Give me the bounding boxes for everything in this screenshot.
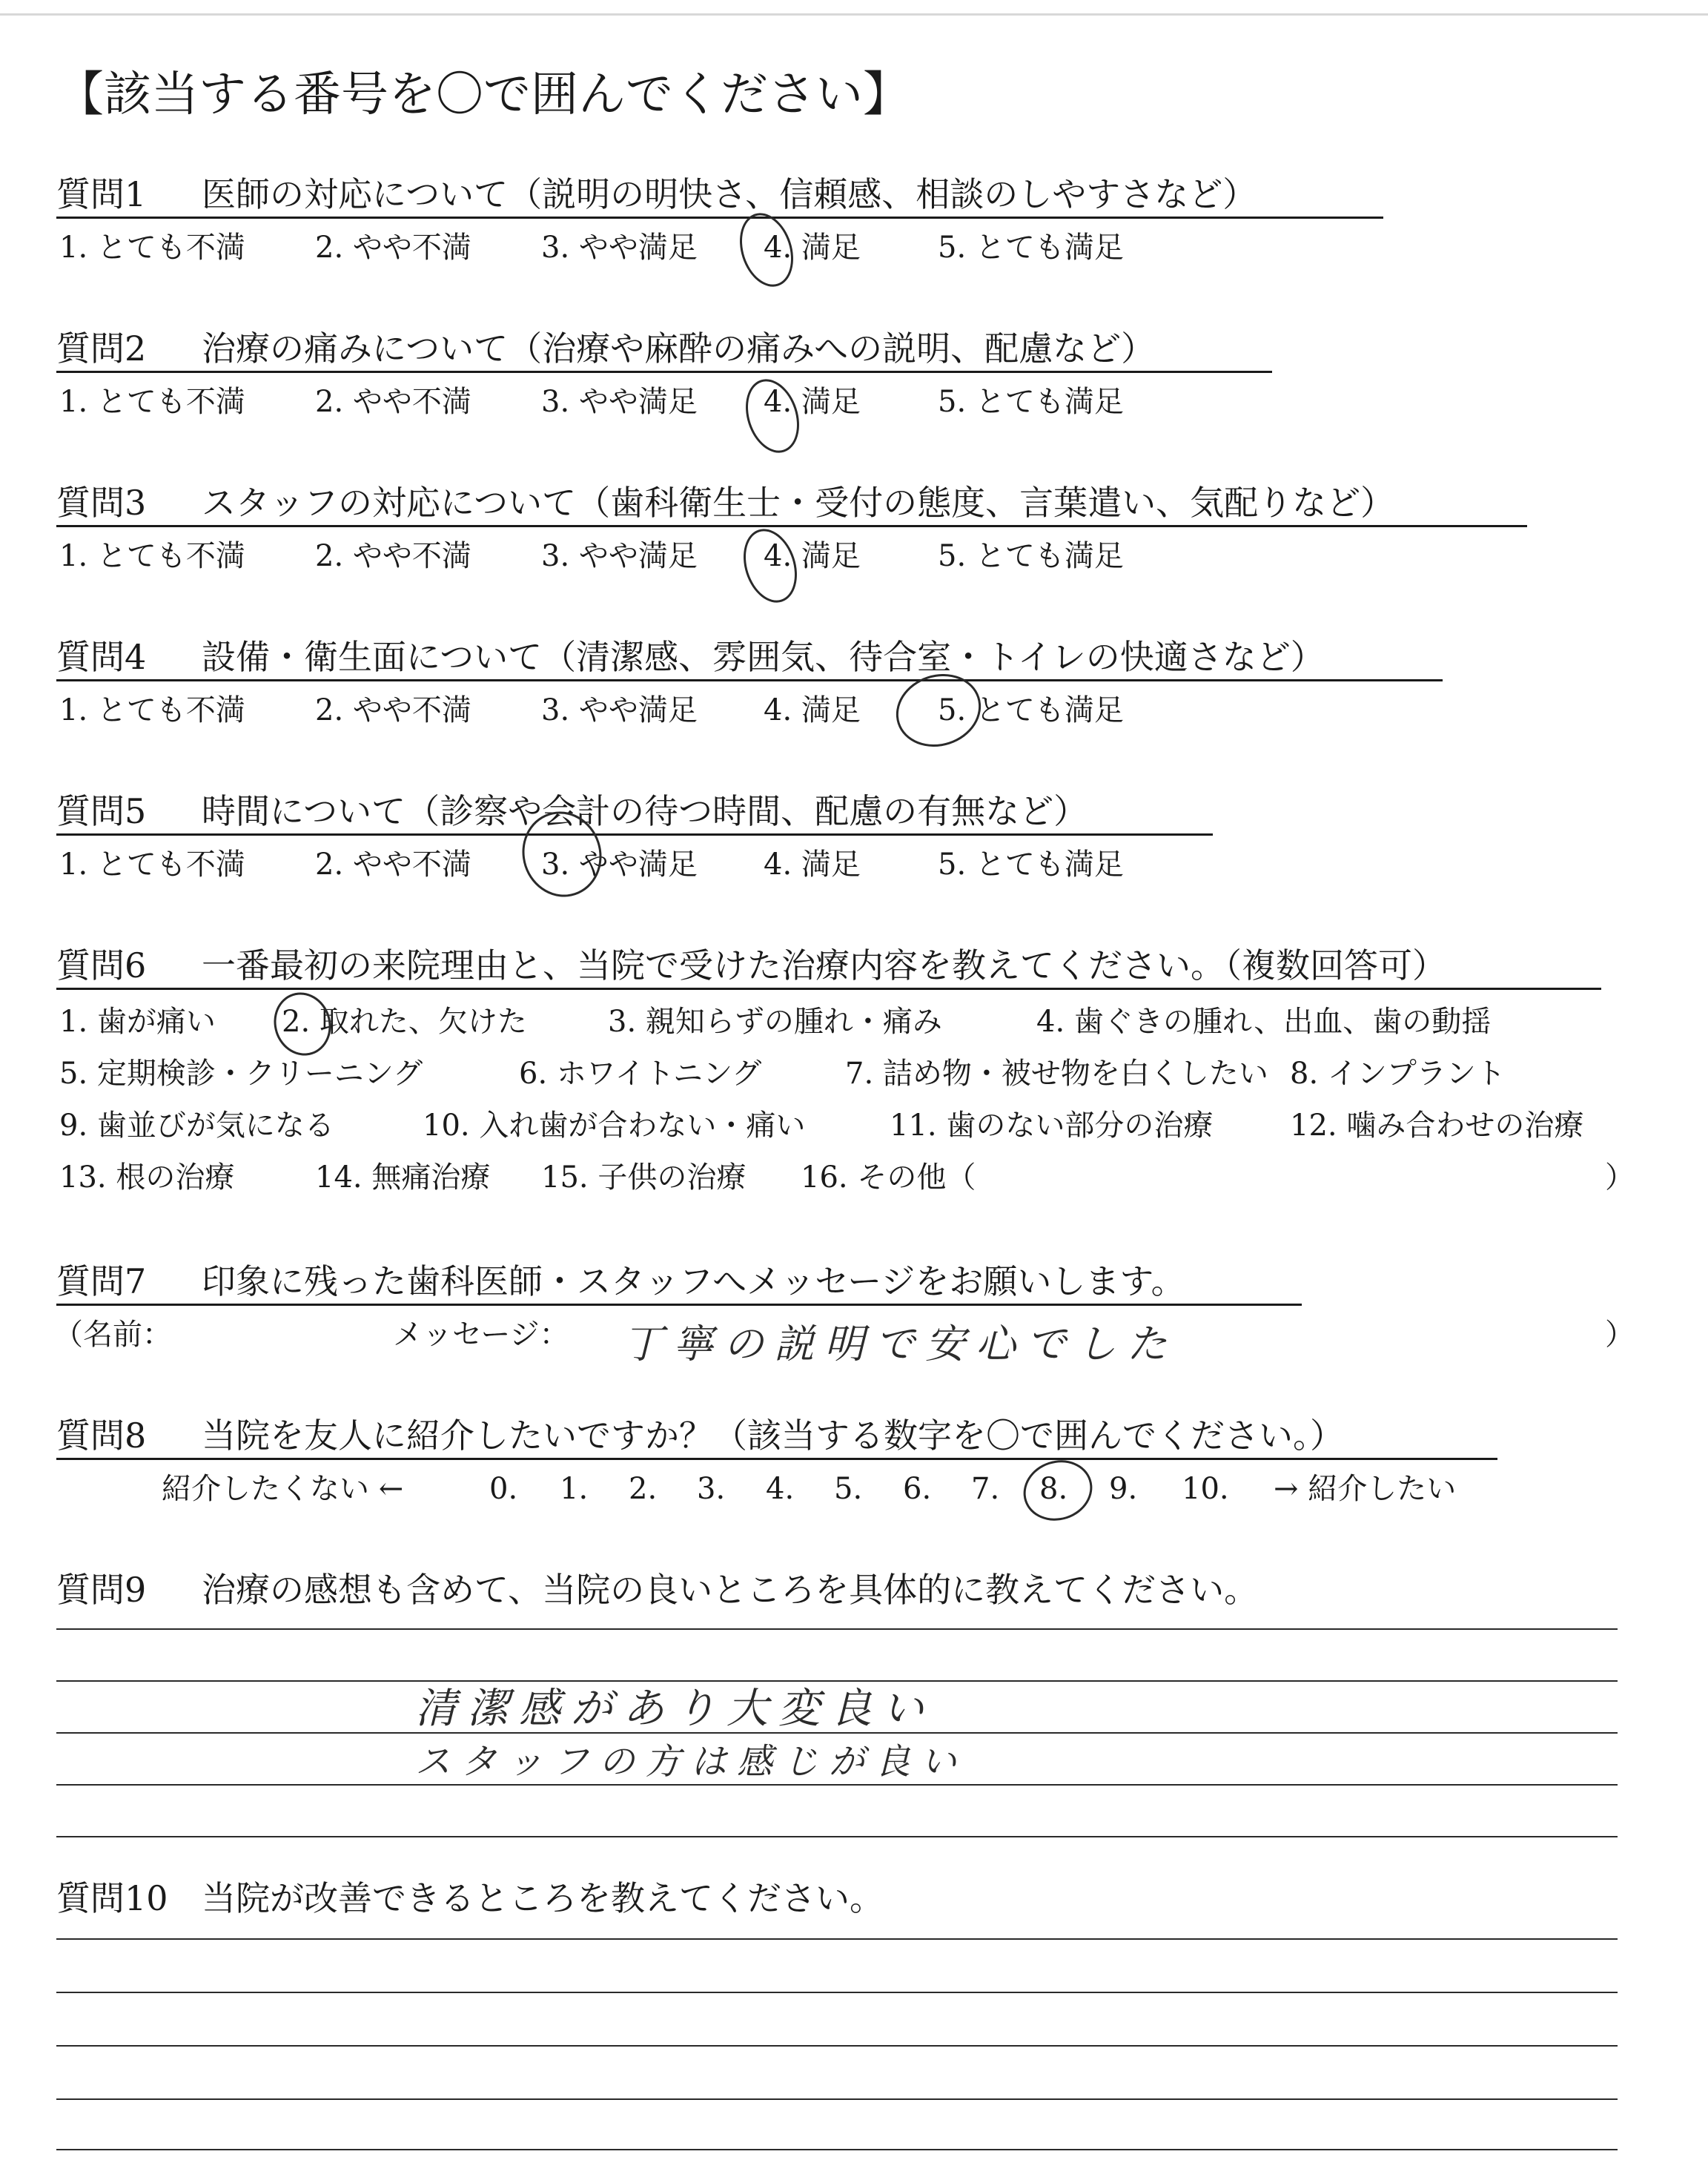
answer-line — [56, 2098, 1618, 2100]
question-text: スタッフの対応について（歯科衛生士・受付の態度、言葉遣い、気配りなど） — [202, 483, 1395, 523]
option-3[interactable]: 3. やや満足 — [541, 385, 698, 419]
question-text: 治療の痛みについて（治療や麻酔の痛みへの説明、配慮など） — [202, 328, 1156, 369]
scale-10[interactable]: 10. — [1182, 1472, 1229, 1506]
option-gum-swelling[interactable]: 4. 歯ぐきの腫れ、出血、歯の動揺 — [1036, 1005, 1492, 1039]
question-text: 設備・衛生面について（清潔感、雰囲気、待合室・トイレの快適さなど） — [202, 637, 1325, 677]
question-underline — [56, 525, 1527, 527]
question-number: 質問10 — [56, 1878, 168, 1918]
option-4[interactable]: 4. 満足 — [764, 693, 861, 727]
answer-line — [56, 2149, 1618, 2150]
scale-left-label: 紹介したくない ← — [162, 1472, 404, 1506]
option-3[interactable]: 3. やや満足 — [541, 231, 698, 265]
question-underline — [56, 1458, 1497, 1460]
option-chipped[interactable]: 2. 取れた、欠けた — [282, 1005, 527, 1039]
option-other[interactable]: 16. その他（ — [801, 1160, 976, 1195]
question-underline — [56, 1304, 1302, 1306]
question-text: 時間について（診察や会計の待つ時間、配慮の有無など） — [202, 791, 1088, 831]
name-label: （名前： — [53, 1318, 172, 1352]
question-8 — [56, 1413, 1344, 1458]
option-1[interactable]: 1. とても不満 — [59, 231, 245, 265]
option-3[interactable]: 3. やや満足 — [541, 539, 698, 573]
scale-0[interactable]: 0. — [489, 1472, 518, 1506]
option-4[interactable]: 4. 満足 — [764, 848, 861, 882]
question-underline — [56, 679, 1443, 681]
option-2[interactable]: 2. やや不満 — [315, 231, 471, 265]
question-9 — [56, 1568, 1258, 1612]
option-painless[interactable]: 14. 無痛治療 — [315, 1160, 491, 1195]
other-close-paren: ） — [1605, 1160, 1635, 1195]
message-close-paren: ） — [1605, 1318, 1635, 1352]
answer-line — [56, 2045, 1618, 2047]
answer-line — [56, 1938, 1618, 1940]
scale-5[interactable]: 5. — [834, 1472, 863, 1506]
option-1[interactable]: 1. とても不満 — [59, 693, 245, 727]
question-text: 医師の対応について（説明の明快さ、信頼感、相談のしやすさなど） — [202, 174, 1257, 214]
scale-3[interactable]: 3. — [697, 1472, 726, 1506]
option-checkup-cleaning[interactable]: 5. 定期検診・クリーニング — [59, 1057, 423, 1091]
option-4[interactable]: 4. 満足 — [764, 231, 861, 265]
question-7 — [56, 1259, 1185, 1304]
option-2[interactable]: 2. やや不満 — [315, 693, 471, 727]
option-children[interactable]: 15. 子供の治療 — [541, 1160, 747, 1195]
question-text: 印象に残った歯科医師・スタッフへメッセージをお願いします。 — [202, 1261, 1185, 1301]
scale-6[interactable]: 6. — [903, 1472, 932, 1506]
option-3[interactable]: 3. やや満足 — [541, 693, 698, 727]
question-number: 質問3 — [56, 483, 147, 523]
question-text: 当院を友人に紹介したいですか？（該当する数字を〇で囲んでください。） — [202, 1416, 1344, 1456]
question-1 — [56, 172, 1257, 217]
question-number: 質問5 — [56, 791, 147, 831]
scan-top-edge — [0, 13, 1708, 16]
answer-line — [56, 1836, 1618, 1837]
option-5[interactable]: 5. とても満足 — [938, 693, 1124, 727]
answer-line — [56, 1628, 1618, 1630]
option-missing-teeth[interactable]: 11. 歯のない部分の治療 — [890, 1109, 1214, 1143]
option-1[interactable]: 1. とても不満 — [59, 385, 245, 419]
option-white-fillings[interactable]: 7. 詰め物・被せ物を白くしたい — [845, 1057, 1268, 1091]
option-1[interactable]: 1. とても不満 — [59, 848, 245, 882]
option-bite[interactable]: 12. 噛み合わせの治療 — [1290, 1109, 1584, 1143]
question-4 — [56, 635, 1325, 679]
answer-line — [56, 1992, 1618, 1993]
question-10 — [56, 1876, 884, 1920]
scale-4[interactable]: 4. — [766, 1472, 795, 1506]
question-text: 一番最初の来院理由と、当院で受けた治療内容を教えてください。（複数回答可） — [202, 945, 1446, 985]
option-alignment[interactable]: 9. 歯並びが気になる — [59, 1109, 334, 1143]
option-1[interactable]: 1. とても不満 — [59, 539, 245, 573]
message-answer[interactable]: 丁寧の説明で安心でした — [623, 1321, 1177, 1367]
question-number: 質問4 — [56, 637, 147, 677]
option-2[interactable]: 2. やや不満 — [315, 539, 471, 573]
question-number: 質問7 — [56, 1261, 147, 1301]
question-6 — [56, 943, 1446, 988]
option-5[interactable]: 5. とても満足 — [938, 385, 1124, 419]
option-5[interactable]: 5. とても満足 — [938, 539, 1124, 573]
scale-9[interactable]: 9. — [1109, 1472, 1138, 1506]
answer-text-line-2[interactable]: スタッフの方は感じが良い — [415, 1741, 967, 1783]
option-3[interactable]: 3. やや満足 — [541, 848, 698, 882]
option-whitening[interactable]: 6. ホワイトニング — [519, 1057, 762, 1091]
question-text: 当院が改善できるところを教えてください。 — [202, 1878, 884, 1918]
scale-right-label: → 紹介したい — [1274, 1472, 1457, 1506]
question-number: 質問2 — [56, 328, 147, 369]
option-4[interactable]: 4. 満足 — [764, 539, 861, 573]
scale-7[interactable]: 7. — [971, 1472, 1000, 1506]
scale-1[interactable]: 1. — [560, 1472, 589, 1506]
option-dentures[interactable]: 10. 入れ歯が合わない・痛い — [423, 1109, 806, 1143]
option-wisdom-tooth[interactable]: 3. 親知らずの腫れ・痛み — [608, 1005, 942, 1039]
question-number: 質問6 — [56, 945, 147, 985]
option-2[interactable]: 2. やや不満 — [315, 385, 471, 419]
question-number: 質問1 — [56, 174, 147, 214]
question-2 — [56, 326, 1155, 371]
message-label: メッセージ： — [393, 1318, 569, 1352]
option-root-canal[interactable]: 13. 根の治療 — [59, 1160, 235, 1195]
answer-text-line-1[interactable]: 清潔感があり大変良い — [415, 1685, 934, 1733]
form-title: 【該当する番号を〇で囲んでください】 — [56, 67, 910, 122]
question-underline — [56, 988, 1601, 990]
answer-line — [56, 1680, 1618, 1682]
question-number: 質問9 — [56, 1570, 147, 1610]
question-underline — [56, 217, 1383, 219]
answer-line — [56, 1784, 1618, 1786]
option-5[interactable]: 5. とても満足 — [938, 848, 1124, 882]
option-4[interactable]: 4. 満足 — [764, 385, 861, 419]
option-implant[interactable]: 8. インプラント — [1290, 1057, 1506, 1091]
question-number: 質問8 — [56, 1416, 147, 1456]
question-underline — [56, 833, 1213, 836]
option-2[interactable]: 2. やや不満 — [315, 848, 471, 882]
scale-2[interactable]: 2. — [629, 1472, 658, 1506]
option-toothache[interactable]: 1. 歯が痛い — [59, 1005, 216, 1039]
option-5[interactable]: 5. とても満足 — [938, 231, 1124, 265]
question-5 — [56, 789, 1088, 833]
scale-8[interactable]: 8. — [1039, 1472, 1068, 1506]
question-text: 治療の感想も含めて、当院の良いところを具体的に教えてください。 — [202, 1570, 1259, 1610]
question-underline — [56, 371, 1272, 373]
question-3 — [56, 480, 1394, 525]
